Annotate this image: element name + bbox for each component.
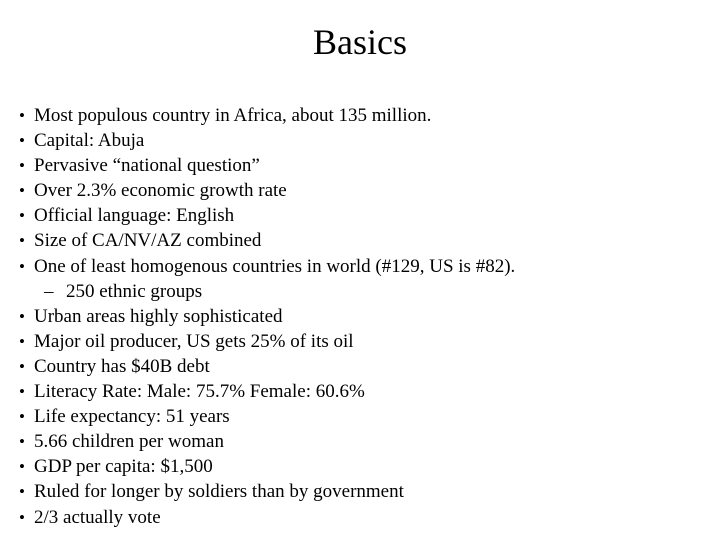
- bullet-icon: •: [19, 482, 25, 502]
- list-item: [0, 404, 720, 429]
- list-item: [0, 254, 720, 279]
- list-item: [0, 479, 720, 504]
- bullet-icon: •: [19, 407, 25, 427]
- list-item: [0, 228, 720, 253]
- list-item-text: Most populous country in Africa, about 135 million.: [34, 105, 432, 126]
- list-item: [0, 153, 720, 178]
- list-item: [0, 454, 720, 479]
- list-item-text: Life expectancy: 51 years: [34, 406, 230, 428]
- bullet-icon: •: [19, 457, 25, 477]
- list-item: [0, 379, 720, 404]
- list-item: [0, 304, 720, 329]
- list-item-text: 5.66 children per woman: [34, 431, 224, 453]
- list-item-text: Over 2.3% economic growth rate: [34, 180, 287, 202]
- list-item-text: Literacy Rate: Male: 75.7% Female: 60.6%: [34, 381, 365, 403]
- bullet-icon: •: [19, 507, 25, 527]
- list-item-text: Official language: English: [34, 205, 235, 227]
- bullet-icon: •: [19, 331, 25, 351]
- slide-title: Basics: [313, 22, 407, 62]
- bullet-icon: •: [19, 131, 25, 151]
- list-item-text: One of least homogenous countries in world (#129, US is #82).: [34, 255, 516, 277]
- list-item-text: Major oil producer, US gets 25% of its oil: [34, 330, 354, 352]
- sub-list-item-text: 250 ethnic groups: [66, 280, 203, 302]
- list-item: [0, 354, 720, 379]
- bullet-icon: •: [19, 231, 25, 251]
- list-item: [0, 178, 720, 203]
- list-item-text: Urban areas highly sophisticated: [34, 305, 283, 327]
- bullet-icon: •: [19, 432, 25, 452]
- list-item-text: Ruled for longer by soldiers than by government: [34, 481, 404, 503]
- list-item: [0, 203, 720, 228]
- list-item: [0, 429, 720, 454]
- list-item-text: Country has $40B debt: [34, 355, 210, 377]
- list-item: [0, 128, 720, 153]
- bullet-icon: •: [19, 106, 25, 125]
- bullet-icon: •: [19, 256, 25, 276]
- bullet-icon: •: [19, 156, 25, 176]
- sub-list-item: [0, 279, 720, 304]
- list-item: [0, 103, 720, 128]
- bullet-icon: •: [19, 356, 25, 376]
- bullet-list: [0, 103, 720, 530]
- list-item-text: Size of CA/NV/AZ combined: [34, 230, 262, 252]
- list-item-text: 2/3 actually vote: [34, 506, 161, 528]
- bullet-icon: •: [19, 306, 25, 326]
- list-item: [0, 329, 720, 354]
- bullet-icon: •: [19, 382, 25, 402]
- bullet-icon: •: [19, 181, 25, 201]
- dash-icon: –: [44, 280, 54, 302]
- list-item-text: GDP per capita: $1,500: [34, 456, 213, 478]
- bullet-icon: •: [19, 206, 25, 226]
- list-item-text: Pervasive “national question”: [34, 155, 260, 177]
- list-item: [0, 505, 720, 530]
- list-item-text: Capital: Abuja: [34, 130, 145, 152]
